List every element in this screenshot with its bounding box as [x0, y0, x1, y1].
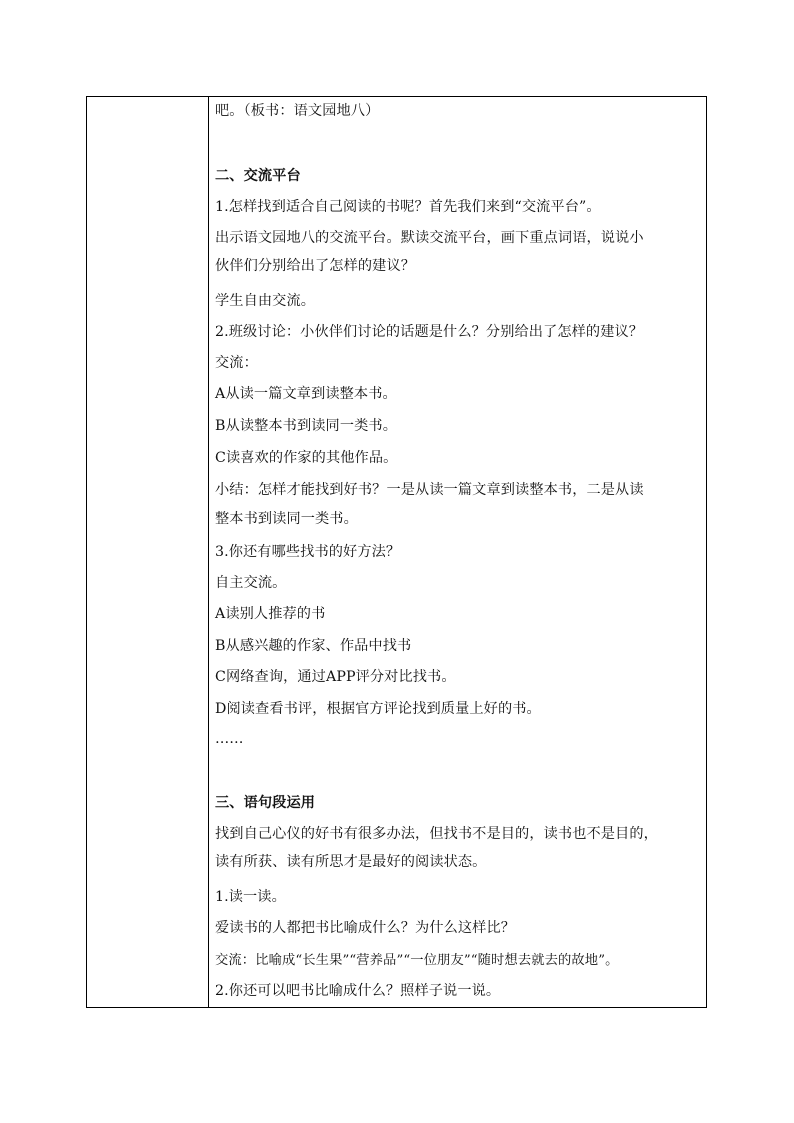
section-heading: 二、交流平台 — [215, 168, 301, 184]
text-line: 小结：怎样才能找到好书？一是从读一篇文章到读整本书，二是从读 — [215, 482, 644, 498]
list-item: C读喜欢的作家的其他作品。 — [215, 450, 398, 466]
text-line: 伙伴们分别给出了怎样的建议？ — [215, 258, 416, 274]
text-line: 学生自由交流。 — [215, 293, 316, 309]
text-line: 读有所获、读有所思才是最好的阅读状态。 — [215, 854, 487, 870]
section-heading: 三、语句段运用 — [215, 795, 316, 811]
list-item: A读别人推荐的书 — [215, 606, 326, 622]
list-item: B从读整本书到读同一类书。 — [215, 418, 397, 434]
text-line: 1.读一读。 — [215, 889, 286, 905]
text-line: 交流： — [215, 355, 258, 371]
text-line: 交流：比喻成“长生果”“营养品”“一位朋友”“随时想去就去的故地”。 — [215, 953, 619, 968]
text-line: 找到自己心仪的好书有很多办法，但找书不是目的，读书也不是目的， — [215, 826, 658, 842]
text-line: 1.怎样找到适合自己阅读的书呢？首先我们来到“交流平台”。 — [215, 199, 601, 215]
list-item: B从感兴趣的作家、作品中找书 — [215, 638, 412, 654]
text-line: 吧。（板书：语文园地八） — [215, 103, 380, 119]
lesson-content-cell — [215, 97, 700, 1007]
ellipsis: …… — [215, 731, 244, 747]
text-line: 出示语文园地八的交流平台。默读交流平台，画下重点词语，说说小 — [215, 230, 644, 246]
text-line: 3.你还有哪些找书的好方法？ — [215, 544, 401, 560]
text-line: 整本书到读同一类书。 — [215, 511, 358, 527]
list-item: A从读一篇文章到读整本书。 — [215, 386, 397, 402]
list-item: D阅读查看书评，根据官方评论找到质量上好的书。 — [215, 701, 541, 717]
text-line: 2.你还可以吧书比喻成什么？照样子说一说。 — [215, 983, 501, 999]
text-line: 自主交流。 — [215, 575, 287, 591]
text-line: 爱读书的人都把书比喻成什么？为什么这样比？ — [215, 920, 516, 936]
column-divider — [208, 97, 209, 1007]
text-line: 2.班级讨论：小伙伴们讨论的话题是什么？分别给出了怎样的建议？ — [215, 324, 644, 340]
lesson-table — [86, 96, 707, 1008]
list-item: C网络查询，通过APP评分对比找书。 — [215, 669, 456, 685]
